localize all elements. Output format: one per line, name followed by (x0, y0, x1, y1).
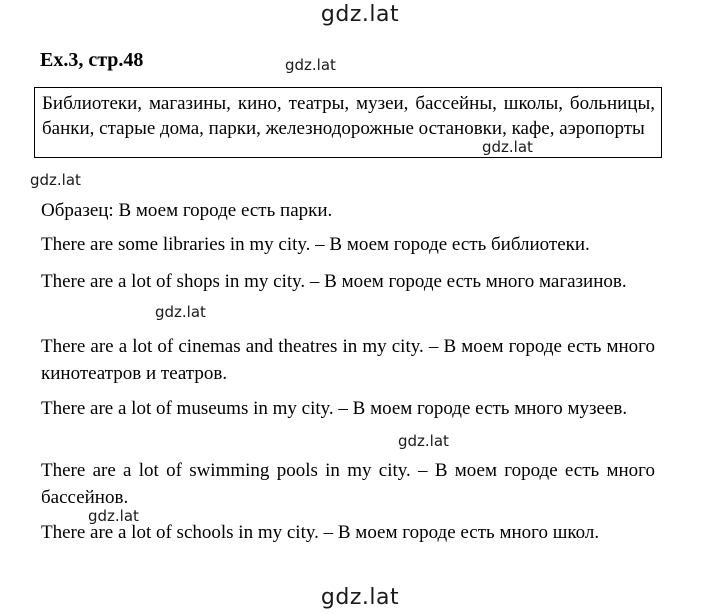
watermark-left-upper: gdz.lat (30, 171, 81, 189)
watermark-top: gdz.lat (320, 2, 400, 27)
watermark-after-shops: gdz.lat (155, 303, 206, 321)
watermark-before-schools: gdz.lat (88, 507, 139, 525)
answer-6: There are a lot of schools in my city. – В моем городе есть много школ. (41, 522, 600, 543)
exercise-heading: Ex.3, стр.48 (40, 49, 144, 71)
answer-3: There are a lot of cinemas and theatres in my city. – В моем городе есть много кинотеатров и театров. (41, 336, 655, 384)
sample-sentence: Образец: В моем городе есть парки. (41, 200, 333, 221)
answer-2: There are a lot of shops in my city. – В моем городе есть много магазинов. (41, 271, 627, 292)
word-box-text: Библиотеки, магазины, кино, театры, музеи, бассейны, школы, больницы, банки, старые дома, парки, железнодорожные остановки, кафе, аэропорты (42, 93, 655, 139)
word-box (34, 87, 662, 158)
answer-1: There are some libraries in my city. – В моем городе есть библиотеки. (41, 234, 590, 255)
watermark-bottom: gdz.lat (320, 585, 400, 610)
answer-4: There are a lot of museums in my city. – В моем городе есть много музеев. (41, 398, 628, 419)
answer-5: There are a lot of swimming pools in my city. – В моем городе есть много бассейнов. (41, 460, 655, 508)
watermark-box: gdz.lat (482, 138, 533, 156)
watermark-heading: gdz.lat (285, 56, 336, 74)
watermark-after-museums: gdz.lat (398, 432, 449, 450)
